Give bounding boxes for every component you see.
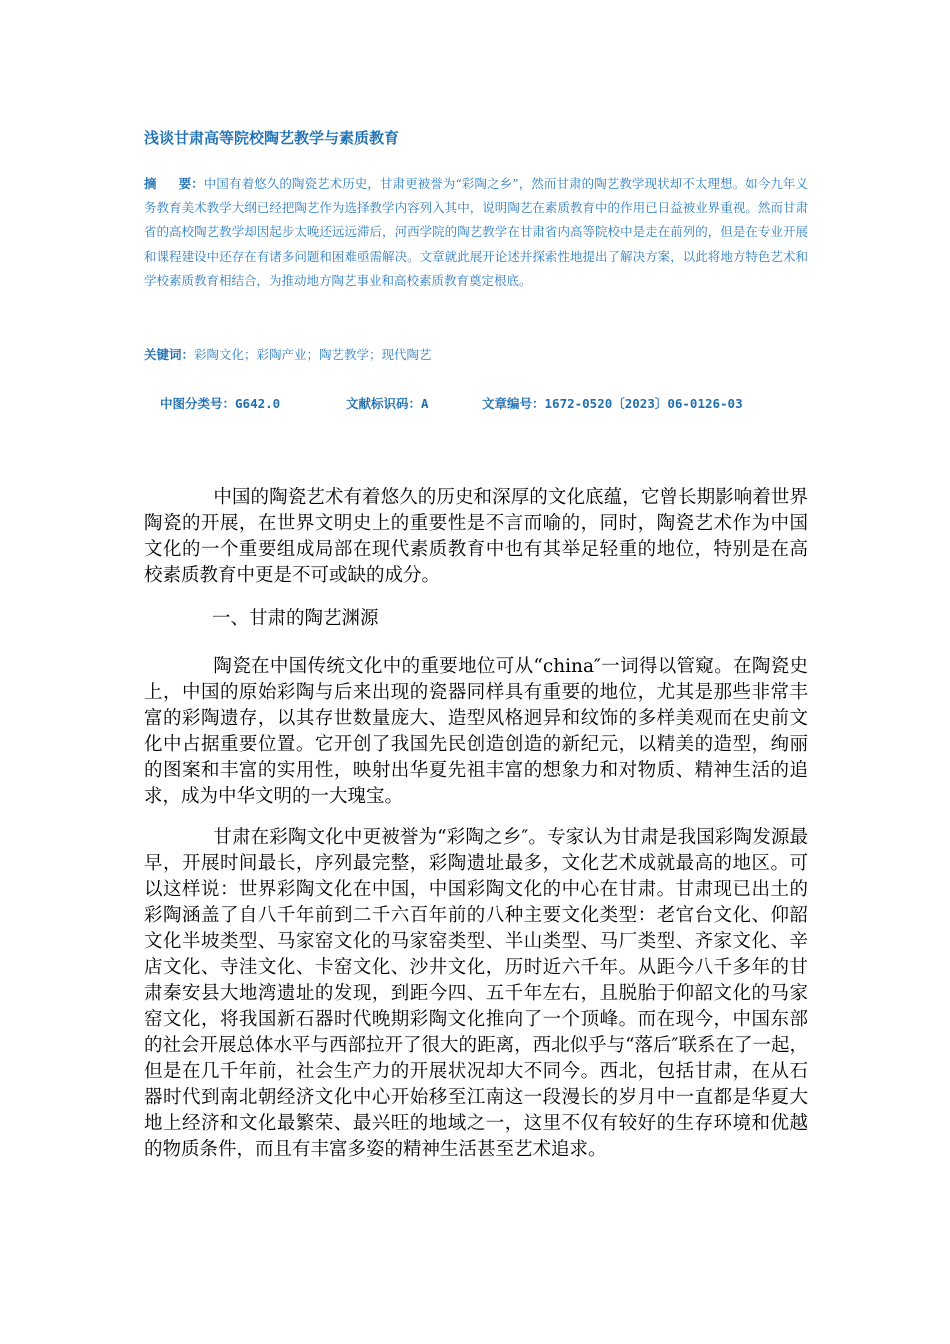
keywords-text: 彩陶文化；彩陶产业；陶艺教学；现代陶艺 bbox=[194, 347, 432, 362]
abstract-label bbox=[144, 176, 204, 191]
document-code bbox=[346, 393, 429, 415]
document-code-label: 文献标识码： bbox=[346, 396, 422, 411]
article-number-value: 1672-0520〔2023〕06-0126-03 bbox=[544, 396, 743, 411]
abstract-text: 中国有着悠久的陶瓷艺术历史，甘肃更被誉为“彩陶之乡”，然而甘肃的陶艺教学现状却不太理想。如今九年义务教育美术教学大纲已经把陶艺作为选择教学内容列入其中，说明陶艺在素质教育中的作用已日益被业界重视。然而甘肃省的高校陶艺教学却因起步太晚还远远滞后，河西学院的陶艺教学在甘肃省内高等院校中是走在前列的，但是在专业开展和课程建设中还存在有诸多问题和困难亟需解决。文章就此展开论述并探索性地提出了解决方案，以此将地方特色艺术和学校素质教育相结合，为推动地方陶艺事业和高校素质教育奠定根底。 bbox=[144, 176, 808, 288]
article-title: 浅谈甘肃高等院校陶艺教学与素质教育 bbox=[144, 129, 400, 147]
body-paragraph-3: 甘肃在彩陶文化中更被誉为“彩陶之乡″。专家认为甘肃是我国彩陶发源最早，开展时间最长，序列最完整，彩陶遗址最多，文化艺术成就最高的地区。可以这样说：世界彩陶文化在中国，中国彩陶文化的中心在甘肃。甘肃现已出土的彩陶涵盖了自八千年前到二千六百年前的八种主要文化类型：老官台文化、仰韶文化半坡类型、马家窑文化的马家窑类型、半山类型、马厂类型、齐家文化、辛店文化、寺洼文化、卡窑文化、沙井文化，历时近六千年。从距今八千多年的甘肃秦安县大地湾遗址的发现，到距今四、五千年左右，且脱胎于仰韶文化的马家窑文化，将我国新石器时代晚期彩陶文化推向了一个顶峰。而在现今，中国东部的社会开展总体水平与西部拉开了很大的距离，西北似乎与“落后″联系在了一起，但是在几千年前，社会生产力的开展状况却大不同今。西北，包括甘肃，在从石器时代到南北朝经济文化中心开始移至江南这一段漫长的岁月中一直都是华夏大地上经济和文化最繁荣、最兴旺的地域之一，这里不仅有较好的生存环境和优越的物质条件，而且有丰富多姿的精神生活甚至艺术追求。 bbox=[144, 827, 808, 1160]
abstract-label-part2: 要： bbox=[178, 176, 204, 191]
body-paragraph-1: 中国的陶瓷艺术有着悠久的历史和深厚的文化底蕴，它曾长期影响着世界陶瓷的开展，在世界文明史上的重要性是不言而喻的，同时，陶瓷艺术作为中国文化的一个重要组成局部在现代素质教育中也有其举足轻重的地位，特别是在高校素质教育中更是不可或缺的成分。 bbox=[144, 487, 808, 586]
article-number-label: 文章编号： bbox=[482, 396, 545, 411]
abstract-label-part1: 摘 bbox=[144, 176, 157, 191]
section-heading-1: 一、甘肃的陶艺渊源 bbox=[212, 608, 379, 629]
keywords bbox=[144, 344, 432, 366]
clc-value: G642.0 bbox=[235, 396, 281, 411]
abstract bbox=[144, 172, 808, 293]
article-number bbox=[482, 393, 743, 415]
document-code-value: A bbox=[421, 396, 429, 411]
clc-number bbox=[160, 393, 280, 415]
keywords-label: 关键词： bbox=[144, 347, 195, 362]
body-paragraph-2: 陶瓷在中国传统文化中的重要地位可从“china″一词得以管窥。在陶瓷史上，中国的原始彩陶与后来出现的瓷器同样具有重要的地位，尤其是那些非常丰富的彩陶遗存，以其存世数量庞大、造型风格迥异和纹饰的多样美观而在史前文化中占据重要位置。它开创了我国先民创造创造的新纪元，以精美的造型，绚丽的图案和丰富的实用性，映射出华夏先祖丰富的想象力和对物质、精神生活的追求，成为中华文明的一大瑰宝。 bbox=[144, 656, 808, 807]
clc-label: 中图分类号： bbox=[160, 396, 236, 411]
